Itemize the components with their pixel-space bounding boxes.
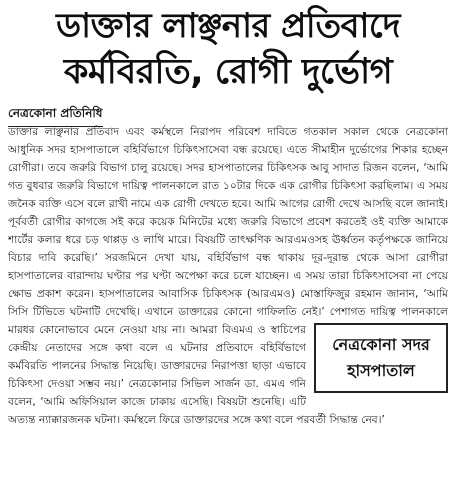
pull-quote-line-2: হাসপাতাল — [347, 361, 415, 380]
byline: নেত্রকোনা প্রতিনিধি — [8, 105, 103, 127]
pull-quote-box — [314, 323, 448, 393]
headline-line-2: কর্মবিরতি, রোগী দুর্ভোগ — [63, 52, 393, 92]
article-paragraph: ডাক্তার লাঞ্ছনার প্রতিবাদ এবং কর্মস্থলে নিরাপদ পরিবেশ দাবিতে গতকাল সকাল থেকে নেত্রকোনা আধুনিক সদর হাসপাতালে বহির্বিভাগে চিকিৎসাসেবা বন্ধ রয়েছে। এতে সীমাহীন দুর্ভোগের শিকার হচ্ছেন রোগীরা। তবে জরুরি বিভাগ চালু রয়েছে। সদর হাসপাতালের চিকিৎসক আবু সাদাত রিজন বলেন, ‘আমি গত বুধবার জরুরি বিভাগে দায়িত্ব পালনকালে রাত ১০টার দিকে এক রোগীর চিকিৎসা করছিলাম। এ সময় জনৈক ব্যক্তি এসে বলে রাখী নামে এক রোগী দেখতে হবে। আমি আগের রোগী দেখে আসছি বলে জানাই। পূর্ববর্তী রোগীর কাগজে সই করে কয়েক মিনিটের মধ্যে জরুরি বিভাগে প্রবেশ করতেই ওই ব্যক্তি আমাকে শার্টের কলার ধরে চড় থাপ্পড় ও লাথি মারে। বিষয়টি তাৎক্ষণিক আরএমওসহ ঊর্ধ্বতন কর্তৃপক্ষকে জানিয়ে বিচার দাবি করেছি।’ সরজমিনে দেখা যায়, বহির্বিভাগ বন্ধ থাকায় দূর-দূরান্ত থেকে আসা রোগীরা হাসপাতালের বারান্দায় ঘণ্টার পর ঘণ্টা অপেক্ষা করে চলে যাচ্ছেন। এ সময় তারা চিকিৎসাসেবা না পেয়ে ক্ষোভ প্রকাশ করেন। হাসপাতালের আবাসিক চিকিৎসক (আরএমও) মোস্তাফিজুর রহমান জানান, ‘আমি সিসি টিভিতে ঘটনাটি দেখেছি। এখানে ডাক্তারের কোনো গাফিলতি নেই।’ পেশাগত দায়িত্ব পালনকালে মারধর কোনোভাবে মেনে নেওয়া যায় না। আমরা বিএমএ ও স্বাচিপের কেন্দ্রীয় নেতাদের সঙ্গে কথা বলে এ ঘটনার প্রতিবাদে বহির্বিভাগে কর্মবিরতি পালনের সিদ্ধান্ত নিয়েছি। ডাক্তারদের নিরাপত্তা ছাড়া এভাবে চিকিৎসা দেওয়া সম্ভব নয়।’ নেত্রকোনার সিভিল সার্জন ডা. এমএ গনি বলেন, ‘আমি অফিসিয়াল কাজে ঢাকায় এসেছি। বিষয়টা শুনেছি। এটি অত্যন্ত ন্যাক্কারজনক ঘটনা। কর্মস্থলে ফিরে ডাক্তারদের সঙ্গে কথা বলে পরবর্তী সিদ্ধান্ত নেব।’ — [8, 126, 448, 426]
pull-quote-line-1: নেত্রকোনা সদর — [332, 335, 430, 354]
article-body — [8, 123, 448, 487]
headline-line-1: ডাক্তার লাঞ্ছনার প্রতিবাদে — [56, 6, 400, 46]
